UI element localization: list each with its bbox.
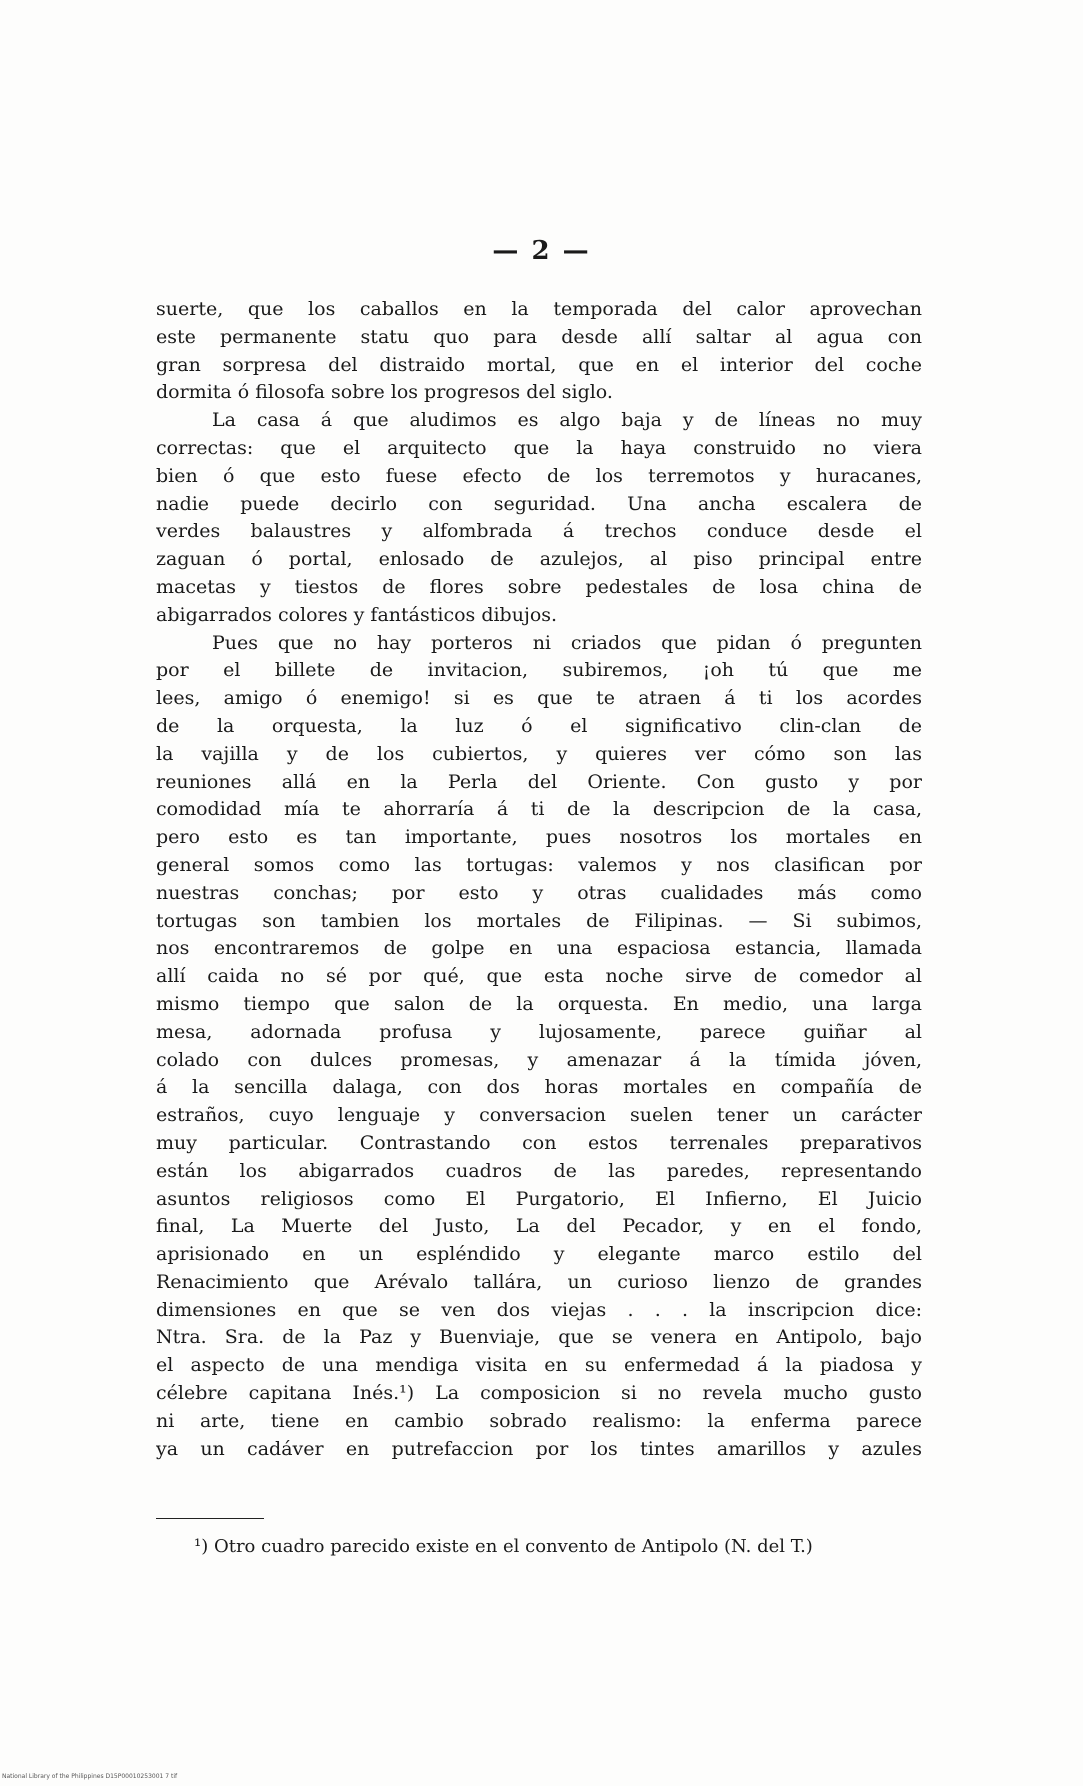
text-line: reuniones allá en la Perla del Oriente. Con gusto y por bbox=[156, 770, 922, 793]
text-line: nadie puede decirlo con seguridad. Una ancha escalera de bbox=[156, 492, 922, 515]
text-line: suerte, que los caballos en la temporada del calor aprovechan bbox=[156, 298, 922, 320]
text-line: colado con dulces promesas, y amenazar á la tímida jóven, bbox=[156, 1048, 922, 1071]
text-line: de la orquesta, la luz ó el significativo clin-clan de bbox=[156, 714, 922, 737]
page-number: — 2 — bbox=[492, 236, 591, 266]
text-line: mismo tiempo que salon de la orquesta. En medio, una larga bbox=[156, 992, 922, 1015]
text-line: nos encontraremos de golpe en una espaciosa estancia, llamada bbox=[156, 937, 922, 960]
text-line: general somos como las tortugas: valemos y nos clasifican por bbox=[156, 853, 922, 876]
text-line: tortugas son tambien los mortales de Filipinas. — Si subimos, bbox=[156, 909, 922, 932]
text-line: aprisionado en un espléndido y elegante marco estilo del bbox=[156, 1243, 922, 1266]
text-line: estraños, cuyo lenguaje y conversacion suelen tener un carácter bbox=[156, 1104, 922, 1127]
text-line: la vajilla y de los cubiertos, y quieres ver cómo son las bbox=[156, 742, 922, 765]
text-line: dormita ó filosofa sobre los progresos del siglo. bbox=[156, 381, 613, 404]
text-line: están los abigarrados cuadros de las paredes, representando bbox=[156, 1159, 922, 1182]
text-line: nuestras conchas; por esto y otras cualidades más como bbox=[156, 881, 922, 904]
text-line: Ntra. Sra. de la Paz y Buenviaje, que se venera en Antipolo, bajo bbox=[156, 1326, 922, 1349]
text-line: correctas: que el arquitecto que la haya construido no viera bbox=[156, 436, 922, 459]
text-line: Pues que no hay porteros ni criados que pidan ó pregunten bbox=[212, 631, 922, 654]
body-text bbox=[156, 296, 922, 1463]
text-line: macetas y tiestos de flores sobre pedestales de losa china de bbox=[156, 575, 922, 598]
library-credit: National Library of the Philippines D15P00010253001 7 tif bbox=[2, 1773, 178, 1780]
footnote-divider bbox=[156, 1518, 264, 1519]
text-line: Renacimiento que Arévalo tallára, un curioso lienzo de grandes bbox=[156, 1270, 922, 1293]
text-line: muy particular. Contrastando con estos terrenales preparativos bbox=[156, 1131, 922, 1154]
text-line: verdes balaustres y alfombrada á trechos conduce desde el bbox=[156, 520, 922, 543]
text-line: La casa á que aludimos es algo baja y de líneas no muy bbox=[212, 409, 922, 432]
text-line: este permanente statu quo para desde allí saltar al agua con bbox=[156, 325, 922, 348]
text-line: célebre capitana Inés.¹) La composicion si no revela mucho gusto bbox=[156, 1382, 922, 1405]
text-line: gran sorpresa del distraido mortal, que en el interior del coche bbox=[156, 353, 922, 376]
text-line: dimensiones en que se ven dos viejas . . . la inscripcion dice: bbox=[156, 1298, 922, 1321]
text-line: pero esto es tan importante, pues nosotros los mortales en bbox=[156, 826, 922, 849]
text-line: zaguan ó portal, enlosado de azulejos, al piso principal entre bbox=[156, 548, 922, 571]
text-line: el aspecto de una mendiga visita en su enfermedad á la piadosa y bbox=[156, 1354, 922, 1377]
text-line: por el billete de invitacion, subiremos, ¡oh tú que me bbox=[156, 659, 922, 682]
text-line: mesa, adornada profusa y lujosamente, parece guiñar al bbox=[156, 1020, 922, 1043]
text-line: bien ó que esto fuese efecto de los terremotos y huracanes, bbox=[156, 464, 922, 487]
text-line: ni arte, tiene en cambio sobrado realismo: la enferma parece bbox=[156, 1409, 922, 1432]
text-line: abigarrados colores y fantásticos dibujos. bbox=[156, 603, 558, 626]
footnote: ¹) Otro cuadro parecido existe en el convento de Antipolo (N. del T.) bbox=[194, 1536, 813, 1557]
text-line: comodidad mía te ahorraría á ti de la descripcion de la casa, bbox=[156, 798, 922, 821]
text-line: lees, amigo ó enemigo! si es que te atraen á ti los acordes bbox=[156, 687, 922, 710]
text-line: ya un cadáver en putrefaccion por los tintes amarillos y azules bbox=[156, 1437, 922, 1460]
text-line: á la sencilla dalaga, con dos horas mortales en compañía de bbox=[156, 1076, 922, 1099]
text-line: allí caida no sé por qué, que esta noche sirve de comedor al bbox=[156, 965, 922, 988]
text-line: final, La Muerte del Justo, La del Pecador, y en el fondo, bbox=[156, 1215, 922, 1238]
text-line: asuntos religiosos como El Purgatorio, El Infierno, El Juicio bbox=[156, 1187, 922, 1210]
